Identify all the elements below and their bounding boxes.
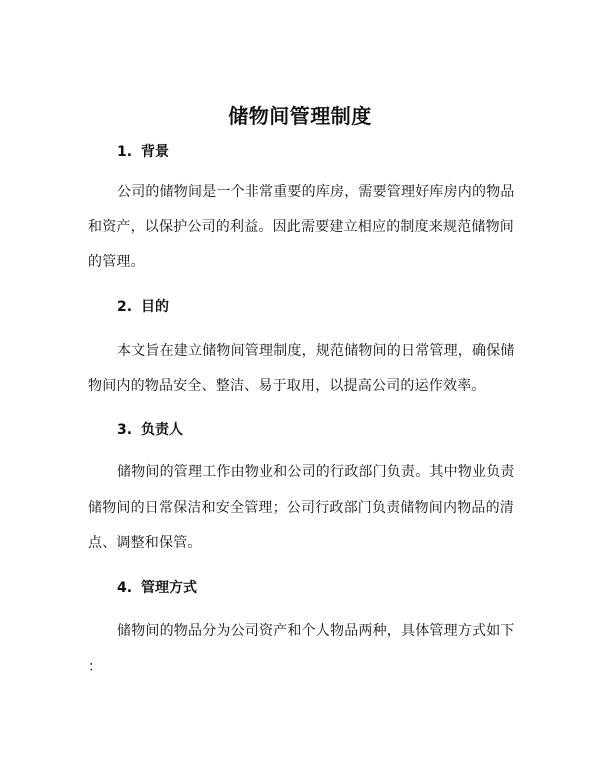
paragraph-line: 储物间的物品分为公司资产和个人物品两种，具体管理方式如下 xyxy=(117,623,515,639)
paragraph-line: 储物间的管理工作由物业和公司的行政部门负责。其中物业负责 xyxy=(117,464,515,480)
paragraph-line: 公司的储物间是一个非常重要的库房，需要管理好库房内的物品 xyxy=(117,184,515,200)
paragraph-line: 的管理。 xyxy=(88,254,145,270)
section-number: 4. xyxy=(117,580,133,596)
paragraph-line: 点、调整和保管。 xyxy=(88,535,202,551)
section-title: 负责人 xyxy=(141,422,183,438)
paragraph-line: 物间内的物品安全、整洁、易于取用，以提高公司的运作效率。 xyxy=(88,378,486,394)
section-number: 1. xyxy=(117,144,133,160)
section-heading-4 xyxy=(117,577,197,597)
paragraph-line: ： xyxy=(88,659,103,675)
section-title: 目的 xyxy=(141,299,169,315)
paragraph-line: 和资产，以保护公司的利益。因此需要建立相应的制度来规范储物间 xyxy=(88,219,514,235)
section-heading-3 xyxy=(117,419,183,439)
section-number: 2. xyxy=(117,299,133,315)
section-heading-1 xyxy=(117,141,169,161)
section-title: 背景 xyxy=(141,144,169,160)
paragraph-line: 本文旨在建立储物间管理制度，规范储物间的日常管理，确保储 xyxy=(117,343,515,359)
section-title: 管理方式 xyxy=(141,580,197,596)
document-title: 储物间管理制度 xyxy=(228,104,372,128)
paragraph-line: 储物间的日常保洁和安全管理；公司行政部门负责储物间内物品的清 xyxy=(88,500,514,516)
section-number: 3. xyxy=(117,422,133,438)
section-heading-2 xyxy=(117,296,169,316)
